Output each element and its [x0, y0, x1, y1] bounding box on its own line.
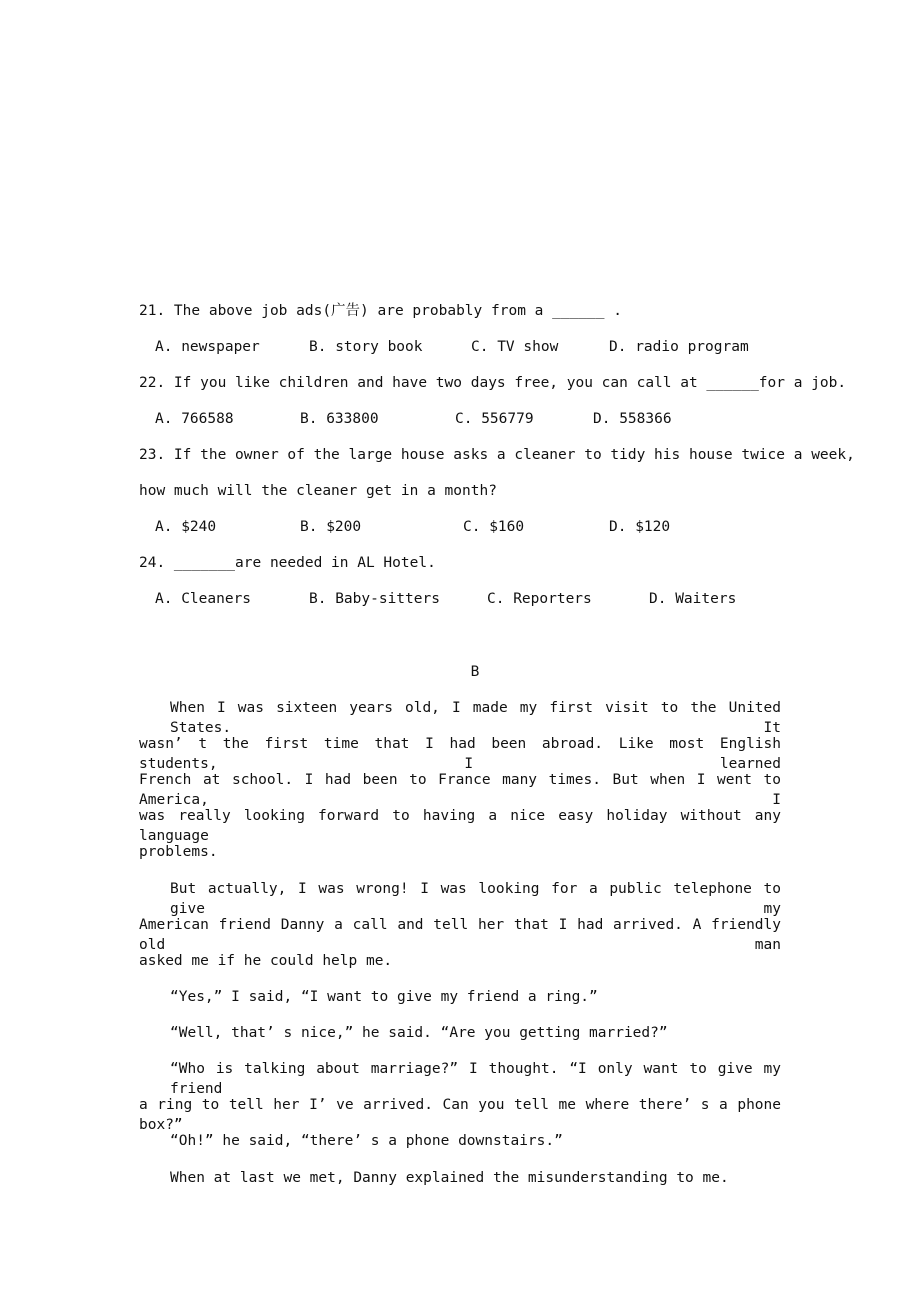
dialogue-line: “Who is talking about marriage?” I thought. “I only want to give my friend: [170, 1061, 781, 1097]
passage-line: When I was sixteen years old, I made my first visit to the United States. It: [170, 700, 781, 736]
q21-option-c: C. TV show: [471, 339, 559, 355]
passage-line: French at school. I had been to France many times. But when I went to America, I: [139, 772, 781, 808]
passage-line: wasn’ t the first time that I had been abroad. Like most English students, I learned: [139, 736, 781, 772]
dialogue-line: “Well, that’ s nice,” he said. “Are you getting married?”: [170, 1025, 668, 1041]
passage-line: American friend Danny a call and tell her that I had arrived. A friendly old man: [139, 917, 781, 953]
q22-option-b: B. 633800: [300, 411, 379, 427]
q22-option-d: D. 558366: [593, 411, 672, 427]
passage-line: was really looking forward to having a nice easy holiday without any language: [139, 808, 781, 844]
question-23-stem-line-1: 23. If the owner of the large house asks a cleaner to tidy his house twice a week,: [139, 447, 855, 463]
passage-line: When at last we met, Danny explained the misunderstanding to me.: [170, 1170, 729, 1186]
question-21-stem: 21. The above job ads(广告) are probably from a ______ .: [139, 303, 622, 319]
dialogue-line: “Yes,” I said, “I want to give my friend a ring.”: [170, 989, 598, 1005]
passage-line: asked me if he could help me.: [139, 953, 393, 969]
question-24-stem: 24. _______are needed in AL Hotel.: [139, 555, 436, 571]
question-23-stem-line-2: how much will the cleaner get in a month?: [139, 483, 497, 499]
q21-option-a: A. newspaper: [155, 339, 260, 355]
q24-option-d: D. Waiters: [649, 591, 737, 607]
q24-option-c: C. Reporters: [487, 591, 592, 607]
dialogue-line: “Oh!” he said, “there’ s a phone downstairs.”: [170, 1133, 563, 1149]
passage-line: But actually, I was wrong! I was looking for a public telephone to give my: [170, 881, 781, 917]
q24-option-a: A. Cleaners: [155, 591, 252, 607]
passage-line: problems.: [139, 844, 218, 860]
q22-option-a: A. 766588: [155, 411, 234, 427]
q23-option-d: D. $120: [609, 519, 671, 535]
q21-option-d: D. radio program: [609, 339, 749, 355]
q22-option-c: C. 556779: [455, 411, 534, 427]
q23-option-b: B. $200: [300, 519, 362, 535]
q24-option-b: B. Baby-sitters: [309, 591, 440, 607]
q21-option-b: B. story book: [309, 339, 423, 355]
section-b-heading: B: [470, 664, 480, 680]
q23-option-c: C. $160: [463, 519, 525, 535]
q23-option-a: A. $240: [155, 519, 217, 535]
question-22-stem: 22. If you like children and have two days free, you can call at ______for a job.: [139, 375, 847, 391]
dialogue-line: a ring to tell her I’ ve arrived. Can you tell me where there’ s a phone box?”: [139, 1097, 781, 1133]
